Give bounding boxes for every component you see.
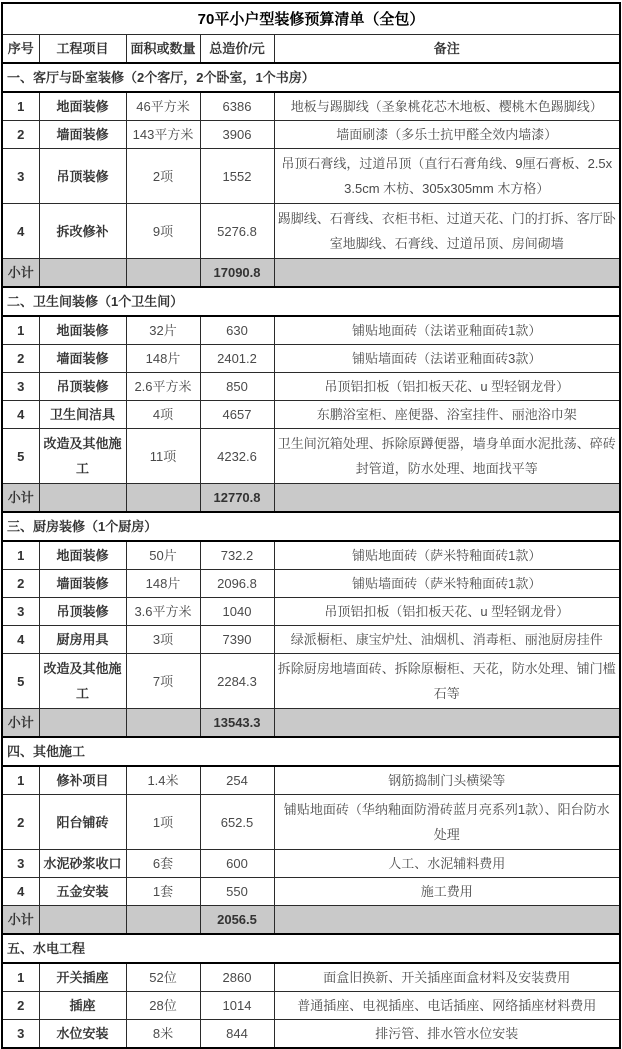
table-row — [2, 373, 620, 401]
column-header-item: 工程项目 — [39, 35, 126, 64]
section-header: 二、卫生间装修（1个卫生间） — [2, 287, 620, 316]
cell-no: 2 — [2, 570, 39, 598]
column-header-row — [2, 35, 620, 64]
cell-no: 4 — [2, 626, 39, 654]
cell-qty: 9项 — [126, 204, 200, 259]
cell-price: 732.2 — [200, 541, 274, 570]
table-row — [2, 541, 620, 570]
table-row — [2, 92, 620, 121]
cell-note: 吊顶铝扣板（铝扣板天花、u 型轻钢龙骨） — [274, 598, 620, 626]
cell-item — [39, 259, 126, 288]
cell-item: 吊顶装修 — [39, 598, 126, 626]
cell-note: 铺贴墙面砖（法诺亚釉面砖3款） — [274, 345, 620, 373]
cell-note: 吊顶铝扣板（铝扣板天花、u 型轻钢龙骨） — [274, 373, 620, 401]
subtotal-label: 小计 — [2, 484, 39, 513]
table-row — [2, 598, 620, 626]
cell-qty: 32片 — [126, 316, 200, 345]
cell-no: 4 — [2, 204, 39, 259]
cell-note: 面盒旧换新、开关插座面盒材料及安装费用 — [274, 963, 620, 992]
section-header: 五、水电工程 — [2, 934, 620, 963]
cell-note — [274, 709, 620, 738]
section-header: 三、厨房装修（1个厨房） — [2, 512, 620, 541]
cell-price: 600 — [200, 850, 274, 878]
cell-item: 地面装修 — [39, 92, 126, 121]
cell-no: 4 — [2, 878, 39, 906]
cell-qty: 28位 — [126, 992, 200, 1020]
cell-price: 5276.8 — [200, 204, 274, 259]
table-row — [2, 121, 620, 149]
subtotal-value: 13543.3 — [200, 709, 274, 738]
cell-item — [39, 906, 126, 935]
cell-item: 水泥砂浆收口 — [39, 850, 126, 878]
column-header-price: 总造价/元 — [200, 35, 274, 64]
cell-note: 拆除厨房地墙面砖、拆除原橱柜、天花，防水处理、铺门槛石等 — [274, 654, 620, 709]
cell-price: 2401.2 — [200, 345, 274, 373]
cell-qty: 11项 — [126, 429, 200, 484]
cell-note: 绿派橱柜、康宝炉灶、油烟机、消毒柜、丽池厨房挂件 — [274, 626, 620, 654]
cell-note — [274, 484, 620, 513]
section-header: 四、其他施工 — [2, 737, 620, 766]
subtotal-value: 17090.8 — [200, 259, 274, 288]
cell-item: 墙面装修 — [39, 570, 126, 598]
subtotal-label: 小计 — [2, 709, 39, 738]
cell-note: 铺贴地面砖（华纳釉面防滑砖蓝月亮系列1款）、阳台防水处理 — [274, 795, 620, 850]
section-header-row-1 — [2, 63, 620, 92]
cell-note: 排污管、排水管水位安装 — [274, 1020, 620, 1049]
cell-qty: 2.6平方米 — [126, 373, 200, 401]
subtotal-label: 小计 — [2, 259, 39, 288]
cell-no: 3 — [2, 1020, 39, 1049]
cell-qty: 3项 — [126, 626, 200, 654]
cell-item: 卫生间洁具 — [39, 401, 126, 429]
cell-price: 1552 — [200, 149, 274, 204]
cell-note: 地板与踢脚线（圣象桃花芯木地板、樱桃木色踢脚线） — [274, 92, 620, 121]
cell-qty: 8米 — [126, 1020, 200, 1049]
table-row — [2, 345, 620, 373]
cell-price: 1014 — [200, 992, 274, 1020]
cell-no: 3 — [2, 850, 39, 878]
cell-item: 阳台铺砖 — [39, 795, 126, 850]
budget-table — [1, 2, 621, 1049]
cell-no: 3 — [2, 598, 39, 626]
cell-note: 铺贴地面砖（法诺亚釉面砖1款） — [274, 316, 620, 345]
cell-price: 850 — [200, 373, 274, 401]
section-header-row-2 — [2, 287, 620, 316]
cell-qty: 46平方米 — [126, 92, 200, 121]
cell-qty — [126, 709, 200, 738]
cell-qty: 52位 — [126, 963, 200, 992]
table-row — [2, 654, 620, 709]
cell-note: 人工、水泥辅料费用 — [274, 850, 620, 878]
cell-item: 吊顶装修 — [39, 373, 126, 401]
cell-no: 2 — [2, 795, 39, 850]
cell-price: 630 — [200, 316, 274, 345]
cell-item: 五金安装 — [39, 878, 126, 906]
table-row — [2, 204, 620, 259]
subtotal-row — [2, 259, 620, 288]
cell-note: 吊顶石膏线，过道吊顶（直行石膏角线、9厘石膏板、2.5x3.5cm 木枋、305x305mm 木方格） — [274, 149, 620, 204]
cell-price: 550 — [200, 878, 274, 906]
cell-no: 2 — [2, 121, 39, 149]
table-row — [2, 401, 620, 429]
cell-item: 地面装修 — [39, 541, 126, 570]
cell-note: 铺贴墙面砖（萨米特釉面砖1款） — [274, 570, 620, 598]
table-row — [2, 992, 620, 1020]
cell-qty: 50片 — [126, 541, 200, 570]
subtotal-row — [2, 709, 620, 738]
table-row — [2, 878, 620, 906]
cell-item: 修补项目 — [39, 766, 126, 795]
cell-qty: 1.4米 — [126, 766, 200, 795]
cell-price: 254 — [200, 766, 274, 795]
cell-price: 652.5 — [200, 795, 274, 850]
cell-note — [274, 906, 620, 935]
cell-price: 1040 — [200, 598, 274, 626]
cell-item: 改造及其他施工 — [39, 654, 126, 709]
subtotal-row — [2, 484, 620, 513]
cell-price: 3906 — [200, 121, 274, 149]
cell-price: 4657 — [200, 401, 274, 429]
cell-qty — [126, 906, 200, 935]
cell-item: 地面装修 — [39, 316, 126, 345]
cell-item — [39, 709, 126, 738]
cell-qty: 143平方米 — [126, 121, 200, 149]
cell-price: 844 — [200, 1020, 274, 1049]
cell-price: 7390 — [200, 626, 274, 654]
cell-no: 1 — [2, 963, 39, 992]
cell-item: 插座 — [39, 992, 126, 1020]
cell-note: 普通插座、电视插座、电话插座、网络插座材料费用 — [274, 992, 620, 1020]
section-header-row-5 — [2, 934, 620, 963]
table-row — [2, 963, 620, 992]
cell-item: 改造及其他施工 — [39, 429, 126, 484]
cell-note: 卫生间沉箱处理、拆除原蹲便器，墙身单面水泥批荡、碎砖封管道，防水处理、地面找平等 — [274, 429, 620, 484]
cell-qty: 148片 — [126, 345, 200, 373]
cell-qty: 148片 — [126, 570, 200, 598]
cell-qty: 4项 — [126, 401, 200, 429]
cell-item: 墙面装修 — [39, 345, 126, 373]
cell-item: 水位安装 — [39, 1020, 126, 1049]
title-row — [2, 3, 620, 35]
cell-no: 1 — [2, 316, 39, 345]
cell-note — [274, 259, 620, 288]
cell-qty: 1套 — [126, 878, 200, 906]
cell-no: 5 — [2, 429, 39, 484]
cell-no: 1 — [2, 766, 39, 795]
cell-no: 1 — [2, 541, 39, 570]
cell-no: 3 — [2, 149, 39, 204]
cell-qty: 2项 — [126, 149, 200, 204]
column-header-note: 备注 — [274, 35, 620, 64]
subtotal-row — [2, 906, 620, 935]
column-header-no: 序号 — [2, 35, 39, 64]
cell-price: 2284.3 — [200, 654, 274, 709]
subtotal-label: 小计 — [2, 906, 39, 935]
cell-qty — [126, 259, 200, 288]
table-row — [2, 149, 620, 204]
cell-no: 2 — [2, 992, 39, 1020]
cell-qty: 6套 — [126, 850, 200, 878]
cell-note: 钢筋捣制门头横梁等 — [274, 766, 620, 795]
cell-item: 开关插座 — [39, 963, 126, 992]
table-row — [2, 316, 620, 345]
subtotal-value: 2056.5 — [200, 906, 274, 935]
cell-note: 施工费用 — [274, 878, 620, 906]
cell-item — [39, 484, 126, 513]
cell-no: 2 — [2, 345, 39, 373]
table-row — [2, 626, 620, 654]
cell-note: 墙面刷漆（多乐士抗甲醛全效内墙漆） — [274, 121, 620, 149]
table-row — [2, 429, 620, 484]
subtotal-value: 12770.8 — [200, 484, 274, 513]
table-body — [2, 63, 620, 1048]
cell-note: 铺贴地面砖（萨米特釉面砖1款） — [274, 541, 620, 570]
cell-item: 厨房用具 — [39, 626, 126, 654]
cell-item: 拆改修补 — [39, 204, 126, 259]
cell-item: 墙面装修 — [39, 121, 126, 149]
cell-price: 2096.8 — [200, 570, 274, 598]
section-header-row-3 — [2, 512, 620, 541]
table-row — [2, 850, 620, 878]
cell-note: 东鹏浴室柜、座便器、浴室挂件、丽池浴巾架 — [274, 401, 620, 429]
table-row — [2, 570, 620, 598]
column-header-qty: 面积或数量 — [126, 35, 200, 64]
cell-price: 4232.6 — [200, 429, 274, 484]
page-title: 70平小户型装修预算清单（全包） — [2, 3, 620, 35]
cell-no: 3 — [2, 373, 39, 401]
table-row — [2, 795, 620, 850]
cell-qty: 3.6平方米 — [126, 598, 200, 626]
table-row — [2, 1020, 620, 1049]
cell-qty: 1项 — [126, 795, 200, 850]
cell-no: 1 — [2, 92, 39, 121]
cell-note: 踢脚线、石膏线、衣柜书柜、过道天花、门的打拆、客厅卧室地脚线、石膏线、过道吊顶、房间砌墙 — [274, 204, 620, 259]
cell-no: 4 — [2, 401, 39, 429]
cell-qty: 7项 — [126, 654, 200, 709]
cell-price: 2860 — [200, 963, 274, 992]
section-header: 一、客厅与卧室装修（2个客厅，2个卧室，1个书房） — [2, 63, 620, 92]
cell-item: 吊顶装修 — [39, 149, 126, 204]
cell-qty — [126, 484, 200, 513]
table-row — [2, 766, 620, 795]
cell-no: 5 — [2, 654, 39, 709]
section-header-row-4 — [2, 737, 620, 766]
cell-price: 6386 — [200, 92, 274, 121]
